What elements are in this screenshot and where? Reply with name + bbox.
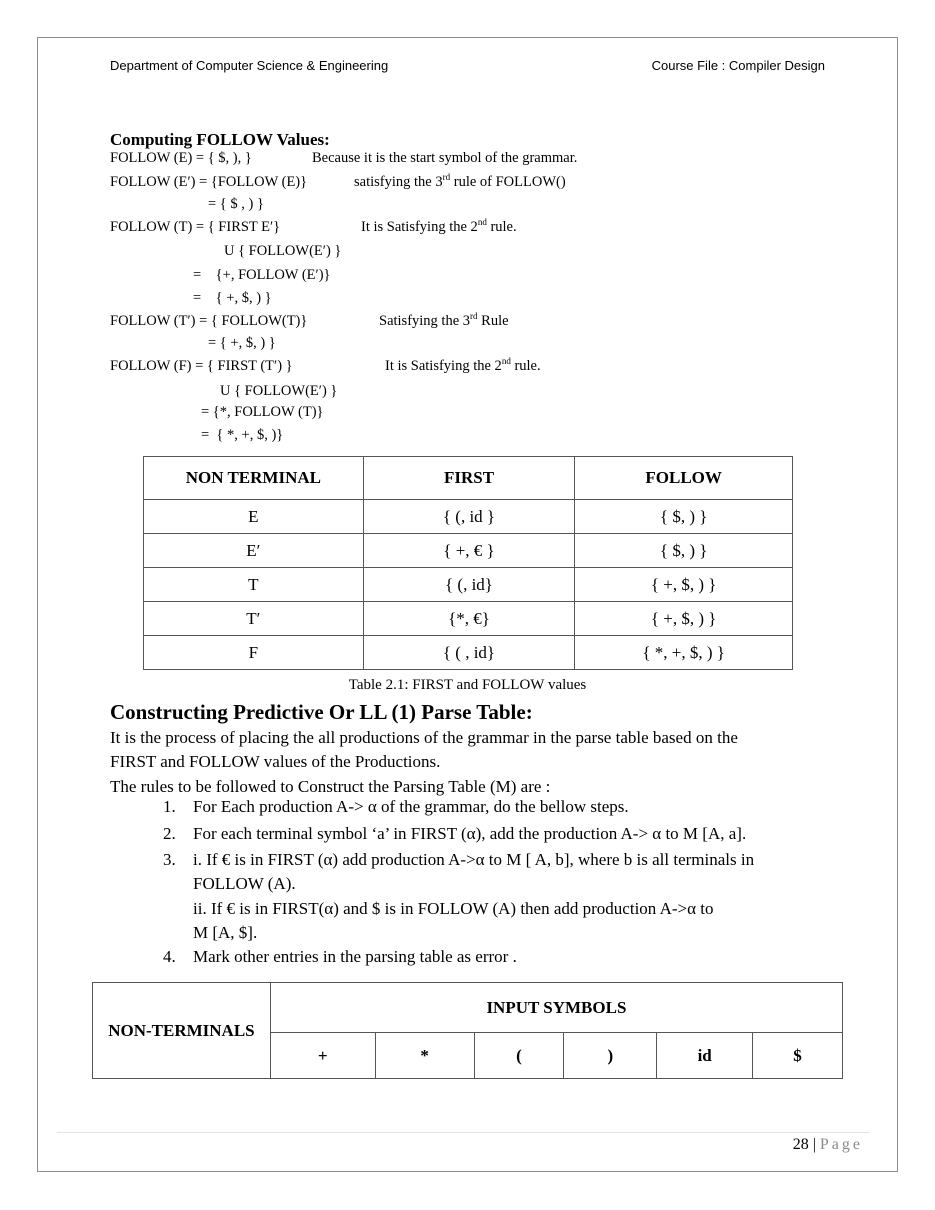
header-first: FIRST bbox=[363, 457, 575, 500]
list-item: i. If € is in FIRST (α) add production A->α to M [ A, b], where b is all terminals in bbox=[193, 850, 755, 869]
follow-line: = { +, $, ) } bbox=[193, 290, 272, 306]
follow-note: Satisfying the 3rd Rule bbox=[379, 311, 509, 329]
cell-follow: { $, ) } bbox=[575, 500, 793, 534]
parse-section-title: Constructing Predictive Or LL (1) Parse Table: bbox=[110, 700, 533, 724]
cell-nonterminal: E bbox=[144, 500, 364, 534]
parse-table bbox=[92, 982, 843, 1079]
page-number: 28 bbox=[792, 1136, 809, 1153]
follow-line: U { FOLLOW(E′) } bbox=[224, 243, 342, 259]
list-item-continuation: FOLLOW (A). bbox=[193, 874, 296, 893]
list-item-continuation: M [A, $]. bbox=[193, 923, 258, 942]
cell-follow: { $, ) } bbox=[575, 534, 793, 568]
header-department: Department of Computer Science & Engineering bbox=[110, 58, 389, 73]
list-item-number: 4. bbox=[163, 947, 176, 966]
paragraph-line: FIRST and FOLLOW values of the Productions. bbox=[110, 752, 441, 771]
follow-line: FOLLOW (F) = { FIRST (T′) } bbox=[110, 358, 293, 374]
list-item-continuation: ii. If € is in FIRST(α) and $ is in FOLLOW (A) then add production A->α to bbox=[193, 899, 714, 918]
follow-note: It is Satisfying the 2nd rule. bbox=[361, 217, 517, 235]
cell-nonterminal: E′ bbox=[144, 534, 364, 568]
footer-separator: | bbox=[812, 1136, 816, 1153]
follow-line: FOLLOW (E′) = {FOLLOW (E)} bbox=[110, 174, 308, 190]
cell-first: {*, €} bbox=[363, 602, 575, 636]
header-non-terminals: NON-TERMINALS bbox=[93, 983, 271, 1079]
list-item: Mark other entries in the parsing table as error . bbox=[193, 947, 517, 966]
follow-note: satisfying the 3rd rule of FOLLOW() bbox=[354, 172, 566, 190]
follow-line: = { $ , ) } bbox=[208, 196, 264, 212]
follow-note: Because it is the start symbol of the grammar. bbox=[312, 150, 578, 166]
first-follow-table bbox=[143, 456, 793, 670]
cell-follow: { +, $, ) } bbox=[575, 602, 793, 636]
table-header-row bbox=[144, 457, 793, 500]
follow-line: = {+, FOLLOW (E′)} bbox=[193, 267, 331, 283]
table-row bbox=[144, 500, 793, 534]
symbol-rparen: ) bbox=[564, 1033, 657, 1079]
cell-first: { ( , id} bbox=[363, 636, 575, 670]
table-caption: Table 2.1: FIRST and FOLLOW values bbox=[348, 677, 587, 693]
footer-divider bbox=[57, 1132, 870, 1133]
cell-first: { (, id } bbox=[363, 500, 575, 534]
table-row bbox=[144, 534, 793, 568]
page-footer bbox=[793, 1136, 863, 1154]
list-item: For Each production A-> α of the grammar, do the bellow steps. bbox=[193, 797, 629, 816]
table-row bbox=[144, 568, 793, 602]
symbol-star: * bbox=[375, 1033, 474, 1079]
list-item-number: 2. bbox=[163, 824, 176, 843]
paragraph-line: It is the process of placing the all productions of the grammar in the parse table based on the bbox=[110, 728, 738, 747]
header-follow: FOLLOW bbox=[575, 457, 793, 500]
cell-nonterminal: F bbox=[144, 636, 364, 670]
cell-nonterminal: T′ bbox=[144, 602, 364, 636]
cell-follow: { +, $, ) } bbox=[575, 568, 793, 602]
cell-nonterminal: T bbox=[144, 568, 364, 602]
list-item-number: 3. bbox=[163, 850, 176, 869]
symbol-id: id bbox=[657, 1033, 753, 1079]
follow-line: U { FOLLOW(E′) } bbox=[220, 383, 338, 399]
cell-first: { (, id} bbox=[363, 568, 575, 602]
symbol-lparen: ( bbox=[474, 1033, 564, 1079]
table-row bbox=[144, 636, 793, 670]
page-label: Page bbox=[819, 1136, 863, 1153]
list-item: For each terminal symbol ‘a’ in FIRST (α), add the production A-> α to M [A, a]. bbox=[193, 824, 747, 843]
follow-line: FOLLOW (T′) = { FOLLOW(T)} bbox=[110, 313, 308, 329]
follow-line: = { *, +, $, )} bbox=[201, 427, 284, 443]
cell-first: { +, € } bbox=[363, 534, 575, 568]
follow-line: FOLLOW (T) = { FIRST E′} bbox=[110, 219, 281, 235]
symbol-dollar: $ bbox=[753, 1033, 843, 1079]
list-item-number: 1. bbox=[163, 797, 176, 816]
follow-line: = { +, $, ) } bbox=[208, 335, 276, 351]
follow-section-title: Computing FOLLOW Values: bbox=[110, 130, 330, 149]
symbol-plus: + bbox=[270, 1033, 375, 1079]
table-row bbox=[93, 983, 843, 1033]
follow-line: FOLLOW (E) = { $, ), } bbox=[110, 150, 252, 166]
header-input-symbols: INPUT SYMBOLS bbox=[270, 983, 842, 1033]
cell-follow: { *, +, $, ) } bbox=[575, 636, 793, 670]
paragraph-line: The rules to be followed to Construct the Parsing Table (M) are : bbox=[110, 777, 551, 796]
follow-note: It is Satisfying the 2nd rule. bbox=[385, 356, 541, 374]
header-non-terminal: NON TERMINAL bbox=[144, 457, 364, 500]
table-row bbox=[144, 602, 793, 636]
follow-line: = {*, FOLLOW (T)} bbox=[201, 404, 324, 420]
header-course: Course File : Compiler Design bbox=[651, 58, 825, 73]
